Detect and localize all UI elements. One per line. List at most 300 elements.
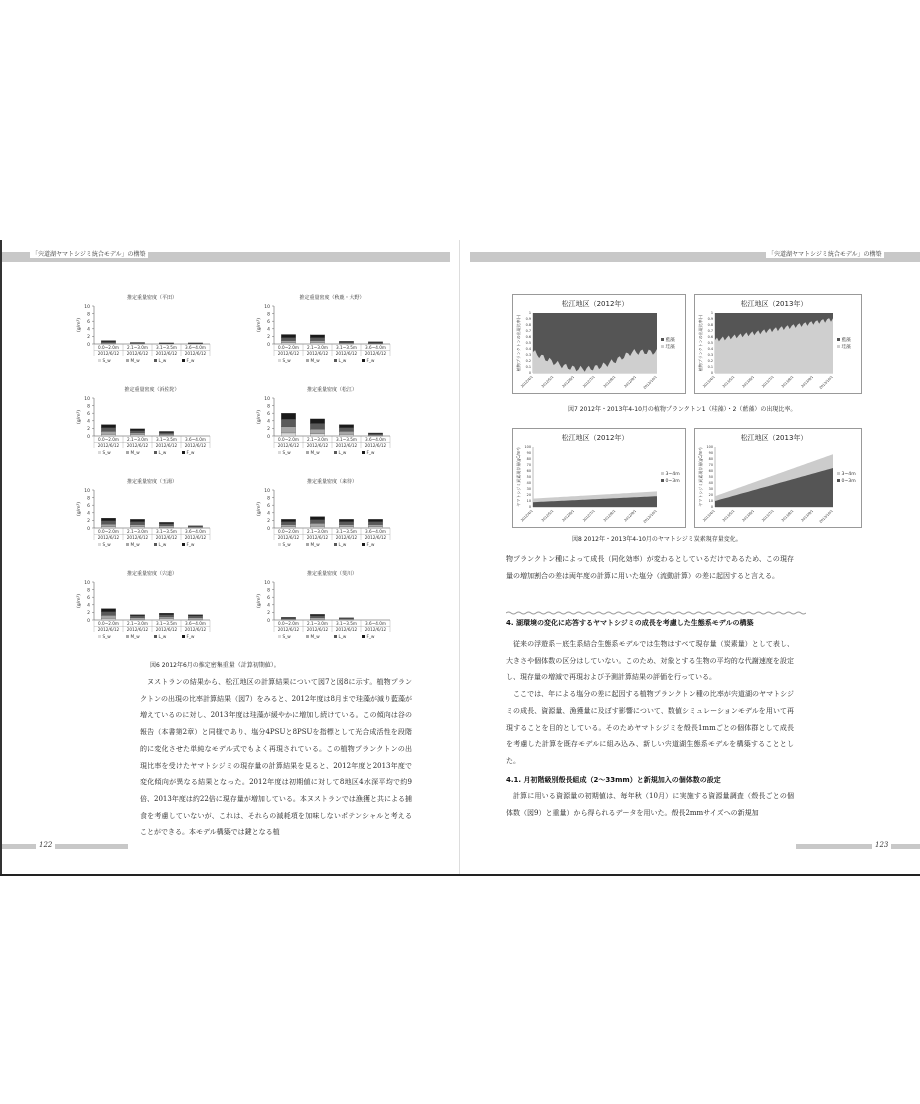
y-tick-label: 0.9 [525,317,531,322]
bar-segment [159,431,174,432]
legend-label: M_w [130,634,140,639]
y-tick-label: 90 [708,451,713,456]
bar-segment [310,517,325,520]
category-label: 2.1~3.0m [307,345,328,350]
section-4-1-body [506,788,794,821]
bar-segment [339,425,354,428]
bar-segment [281,338,296,341]
bar-segment [281,525,296,527]
category-label: 3.1~3.5m [156,529,177,534]
x-tick-label: 2013/10/1 [818,374,834,391]
folio-bar-left [2,844,128,849]
date-label: 2012/6/12 [184,443,207,448]
panel-title: 松江地区（2012年） [561,434,629,442]
bar-segment [159,613,174,615]
left-paragraph: ヌストランの結果から、松江地区の計算結果について図7と図8に示す。植物プランクトンの出現の比率計算結果（図7）をみると、2012年度は8月まで珪藻が減り藍藻が増えているのに対し、2013年度は珪藻が緩やかに増加し続けている。この傾向は谷の報告（本書第2章）と同様であり、塩分4PSUと8PSUを指標として光合成活性を段階的に変化させた単純なモデル式でもよく再現されている。この植物プランクトンの出現比率を受けたヤマトシジミの現存量の計算結果を見ると、2012年度と2013年度で変化傾向が異なる結果となった。2012年度は初期値に対して8地区4水深平均で約9倍、2013年度は約22倍に現存量が増加している。本ヌストランでは漁獲と共による捕食を考慮していないが、これは、それらの減耗項を加味しないポテンシャルと考えることができる。本モデル構築では鍵となる植 [140,678,412,837]
chart-title: 推定重量密度（宍道） [126,571,178,577]
y-tick-label: 6 [267,504,270,509]
figure-8-caption: 図8 2012年・2013年4-10月のヤマトシジミ炭素現存量変化。 [572,536,742,543]
x-tick-label: 2012/9/1 [623,374,638,389]
category-label: 0.0~2.0m [278,529,299,534]
date-label: 2012/6/12 [277,627,300,632]
chart-panel [76,294,210,363]
category-label: 3.1~3.5m [156,621,177,626]
chart-title: 推定重量密度（秋鹿・大野） [299,295,365,301]
y-tick-label: 0.9 [707,317,713,322]
section-4-body [506,636,794,770]
figure-7-panel-2013 [694,294,862,394]
legend-label: F_w [366,542,375,547]
y-axis-label: (g/m²) [77,501,82,517]
bar-segment [310,341,325,343]
date-label: 2012/6/12 [335,627,358,632]
y-axis-label: 植物プランクトンの出現比率(-) [516,314,521,372]
y-tick-label: 8 [87,588,90,594]
bar-segment [310,614,325,616]
date-label: 2012/6/12 [364,443,387,448]
legend-swatch [278,451,281,454]
folio-left: 122 [36,841,55,849]
date-label: 2012/6/12 [335,351,358,356]
y-axis-label: (g/m²) [257,317,262,333]
legend-swatch [837,479,840,482]
y-tick-label: 30 [708,487,713,492]
bar-segment [368,522,383,525]
category-label: 0.0~2.0m [98,437,119,442]
legend-label: L_w [158,450,167,455]
right-intro-text [506,551,794,584]
legend-swatch [182,359,185,362]
x-tick-label: 2013/10/1 [818,508,834,525]
bar-segment [130,519,145,521]
legend-label: F_w [186,358,195,363]
legend-label: 3~4m [841,472,856,477]
bar-segment [339,527,354,528]
bar-segment [101,343,116,344]
y-axis-label: (g/m²) [257,501,262,517]
y-tick-label: 0 [87,342,90,348]
bar-segment [368,527,383,528]
bar-segment [339,619,354,620]
bar-segment [339,428,354,432]
y-tick-label: 0.5 [525,341,531,346]
figure-7-chart-2012 [513,295,687,395]
legend-swatch [154,543,157,546]
legend-label: L_w [338,358,347,363]
legend-label: S_w [282,358,291,363]
y-tick-label: 70 [708,463,713,468]
bar-segment [368,435,383,436]
legend-label: F_w [186,450,195,455]
figure-7-chart-2013 [695,295,863,395]
legend-label: M_w [310,542,320,547]
bar-segment [159,524,174,526]
x-tick-label: 2012/5/1 [540,374,555,389]
x-tick-label: 2012/10/1 [642,374,658,391]
y-tick-label: 0 [267,618,270,624]
y-tick-label: 10 [708,499,713,504]
y-tick-label: 2 [267,611,270,617]
y-tick-label: 0.4 [707,347,713,352]
date-label: 2012/6/12 [155,351,178,356]
legend-swatch [661,338,664,341]
chart-panel [76,386,210,455]
legend-swatch [278,635,281,638]
legend-label: 珪藻 [665,345,675,350]
chart-title: 推定重量密度（斐川） [306,571,358,577]
category-label: 3.6~4.0m [365,345,386,350]
y-tick-label: 2 [267,335,270,341]
y-tick-label: 0 [267,434,270,440]
y-axis-label: (g/m²) [77,593,82,609]
y-tick-label: 0 [528,371,531,376]
y-tick-label: 2 [267,427,270,433]
bar-segment [159,619,174,620]
bar-segment [281,619,296,620]
x-tick-label: 2012/6/1 [561,508,576,523]
legend-label: F_w [366,634,375,639]
bar-segment [339,522,354,525]
y-tick-label: 100 [706,445,713,450]
bar-segment [281,413,296,419]
y-tick-label: 0.7 [525,329,531,334]
legend-swatch [98,543,101,546]
bar-segment [159,522,174,524]
y-tick-label: 8 [87,404,90,410]
legend-label: M_w [130,542,140,547]
legend-swatch [334,635,337,638]
legend-swatch [126,543,129,546]
legend-label: S_w [102,450,111,455]
y-tick-label: 0 [87,618,90,624]
y-tick-label: 70 [526,463,531,468]
figure-7-panel-2012 [512,294,686,394]
chart-panel [256,294,390,363]
y-tick-label: 2 [87,335,90,341]
legend-swatch [278,543,281,546]
y-tick-label: 1 [528,311,531,316]
chart-title: 推定重量密度（平田） [126,295,178,301]
bar-segment [130,435,145,436]
y-tick-label: 0 [267,526,270,532]
legend-swatch [334,359,337,362]
legend-swatch [661,345,664,348]
legend-label: S_w [282,634,291,639]
bar-segment [159,526,174,528]
bar-segment [101,609,116,612]
bottom-rule [0,874,920,876]
x-tick-label: 2012/10/1 [642,508,658,525]
category-label: 3.6~4.0m [185,621,206,626]
y-tick-label: 6 [87,412,90,417]
legend-swatch [362,359,365,362]
y-tick-label: 4 [87,419,90,425]
bar-segment [310,338,325,341]
legend-swatch [362,635,365,638]
bar-segment [188,619,203,620]
bar-segment [101,521,116,524]
y-tick-label: 0.8 [707,323,713,328]
bar-segment [130,522,145,525]
legend-label: F_w [366,358,375,363]
bar-segment [368,519,383,521]
bar-segment [101,524,116,527]
y-tick-label: 6 [267,596,270,601]
date-label: 2012/6/12 [97,535,120,540]
y-tick-label: 6 [267,320,270,325]
bar-segment [101,434,116,436]
legend-swatch [306,635,309,638]
y-tick-label: 4 [267,327,270,333]
category-label: 2.1~3.0m [307,621,328,626]
folio-right: 123 [872,841,891,849]
legend-label: S_w [282,542,291,547]
bar-segment [159,617,174,619]
bar-segment [281,343,296,344]
figure-6-caption: 図6 2012年6月の推定密集重量（計算初期値）。 [150,662,280,669]
bar-segment [339,431,354,434]
y-tick-label: 10 [84,396,90,402]
legend-swatch [661,479,664,482]
bar-segment [339,434,354,436]
date-label: 2012/6/12 [335,535,358,540]
legend-label: M_w [310,634,320,639]
y-tick-label: 0.3 [707,353,713,358]
y-tick-label: 8 [87,496,90,502]
bar-segment [281,519,296,521]
x-tick-label: 2013/4/1 [702,508,716,523]
legend-label: F_w [366,450,375,455]
y-tick-label: 0.8 [525,323,531,328]
y-axis-label: ヤマトシジミ炭素現存量(gC/m²) [698,447,703,507]
bar-segment [130,525,145,527]
date-label: 2012/6/12 [155,627,178,632]
bar-segment [281,527,296,528]
legend-swatch [98,359,101,362]
y-tick-label: 6 [87,320,90,325]
y-tick-label: 0 [710,505,713,510]
y-tick-label: 40 [526,481,531,486]
y-tick-label: 8 [267,496,270,502]
legend-label: 珪藻 [841,345,851,350]
bar-segment [339,343,354,344]
y-tick-label: 10 [84,580,90,586]
y-tick-label: 4 [267,419,270,425]
bar-segment [310,434,325,436]
bar-segment [310,616,325,618]
figure-8-panel-2012 [512,428,686,528]
legend-label: L_w [158,634,167,639]
bar-segment [281,427,296,433]
bar-segment [281,618,296,619]
category-label: 3.6~4.0m [185,529,206,534]
bar-segment [188,526,203,527]
y-tick-label: 4 [87,327,90,333]
bar-segment [130,429,145,431]
bar-segment [101,341,116,342]
date-label: 2012/6/12 [306,443,329,448]
legend-swatch [154,635,157,638]
chart-title: 推定重量密度（浜佐陀） [124,387,180,393]
y-axis-label: (g/m²) [257,409,262,425]
y-axis-label: 植物プランクトンの出現比率(-) [698,314,703,372]
category-label: 0.0~2.0m [278,437,299,442]
legend-swatch [182,543,185,546]
y-tick-label: 10 [264,396,270,402]
figure-8-panel-2013 [694,428,862,528]
bar-segment [310,523,325,526]
y-axis-label: ヤマトシジミ炭素現存量(gC/m²) [516,447,521,507]
date-label: 2012/6/12 [277,351,300,356]
y-tick-label: 100 [524,445,531,450]
date-label: 2012/6/12 [97,351,120,356]
date-label: 2012/6/12 [184,351,207,356]
y-tick-label: 10 [526,499,531,504]
date-label: 2012/6/12 [126,351,149,356]
x-tick-label: 2012/6/1 [561,374,576,389]
bar-segment [310,526,325,528]
bar-segment [310,619,325,620]
bar-segment [310,520,325,524]
bar-segment [101,612,116,616]
y-tick-label: 0.1 [707,365,713,370]
x-tick-label: 2013/9/1 [800,508,815,523]
y-tick-label: 50 [708,475,713,480]
date-label: 2012/6/12 [126,535,149,540]
figure-6 [50,292,410,668]
date-label: 2012/6/12 [126,627,149,632]
chart-panel [256,478,390,547]
panel-title: 松江地区（2012年） [561,300,629,308]
category-label: 2.1~3.0m [127,529,148,534]
legend-label: 0~3m [665,479,680,484]
category-label: 3.6~4.0m [185,437,206,442]
bar-segment [159,434,174,435]
category-label: 3.6~4.0m [365,621,386,626]
legend-label: M_w [310,358,320,363]
bar-segment [281,419,296,427]
date-label: 2012/6/12 [277,443,300,448]
legend-swatch [362,543,365,546]
y-axis-label: (g/m²) [257,593,262,609]
y-tick-label: 0.2 [707,359,713,364]
legend-swatch [278,359,281,362]
bar-segment [130,431,145,433]
bar-segment [310,618,325,620]
x-tick-label: 2013/6/1 [741,374,756,389]
y-tick-label: 60 [526,469,531,474]
category-label: 2.1~3.0m [127,345,148,350]
date-label: 2012/6/12 [184,627,207,632]
bar-segment [310,335,325,338]
y-tick-label: 0 [267,342,270,348]
y-tick-label: 0 [710,371,713,376]
legend-swatch [126,451,129,454]
y-tick-label: 80 [526,457,531,462]
legend-swatch [837,345,840,348]
bar-segment [310,419,325,424]
x-tick-label: 2012/8/1 [602,508,617,523]
category-label: 3.6~4.0m [365,437,386,442]
y-tick-label: 80 [708,457,713,462]
legend-label: S_w [282,450,291,455]
bar-segment [188,616,203,618]
bar-segment [101,618,116,620]
bar-segment [101,342,116,343]
x-tick-label: 2013/9/1 [800,374,815,389]
legend-swatch [362,451,365,454]
y-tick-label: 8 [267,404,270,410]
y-tick-label: 0.5 [707,341,713,346]
category-label: 2.1~3.0m [127,621,148,626]
running-head-left: 「宍道湖ヤマトシジミ統合モデル」の構築 [32,251,146,258]
x-tick-label: 2013/6/1 [741,508,756,523]
bar-segment [368,434,383,435]
date-label: 2012/6/12 [97,443,120,448]
left-body-text [140,674,412,841]
category-label: 0.0~2.0m [278,345,299,350]
section-4-paragraph-2: ここでは、年による塩分の差に起因する植物プランクトン種の比率が宍道湖のヤマトシジミの成長、資源量、漁獲量に及ぼす影響について、数値シミュレーションモデルを用いて再現することを目的としている。そのためヤマトシジミを殻長1mmごとの個体群として成長を考慮した計算を既存モデルに組み込み、新しい宍道湖生態系モデルを構築することとした。 [506,690,794,765]
x-tick-label: 2013/5/1 [721,508,736,523]
date-label: 2012/6/12 [306,351,329,356]
bar-segment [281,522,296,525]
bar-segment [130,527,145,528]
date-label: 2012/6/12 [97,627,120,632]
figure-8-chart-2012 [513,429,687,529]
bar-segment [339,525,354,527]
legend-swatch [306,451,309,454]
y-tick-label: 10 [264,488,270,494]
legend-label: S_w [102,634,111,639]
right-intro-paragraph: 物プランクトン種によって成長（同化効率）が変わるとしているだけであるため、この現存量の増加割合の差は両年度の計算に用いた塩分（流動計算）の差に起因すると言える。 [506,555,794,580]
bar-segment [159,527,174,528]
y-tick-label: 0.7 [707,329,713,334]
legend-swatch [98,635,101,638]
bar-segment [101,431,116,434]
x-tick-label: 2012/4/1 [520,508,534,523]
y-tick-label: 8 [87,312,90,318]
legend-label: 藍藻 [841,338,851,343]
legend-label: L_w [338,634,347,639]
y-axis-label: (g/m²) [77,409,82,425]
y-tick-label: 0.3 [525,353,531,358]
bar-segment [101,425,116,428]
category-label: 3.1~3.5m [156,437,177,442]
y-tick-label: 10 [264,304,270,310]
x-tick-label: 2013/5/1 [721,374,736,389]
legend-swatch [182,451,185,454]
legend-label: F_w [186,542,195,547]
running-head-right: 「宍道湖ヤマトシジミ統合モデル」の構築 [768,251,882,258]
figure-6-charts [50,292,410,668]
y-tick-label: 2 [87,519,90,525]
bar-segment [130,618,145,620]
category-label: 3.1~3.5m [336,437,357,442]
bar-segment [368,433,383,434]
x-tick-label: 2012/9/1 [623,508,638,523]
chart-title: 推定重量密度（玉湯） [126,479,178,485]
bar-segment [368,342,383,343]
bar-segment [130,616,145,618]
y-tick-label: 6 [87,596,90,601]
y-tick-label: 10 [84,488,90,494]
x-tick-label: 2013/4/1 [702,374,716,389]
bar-segment [281,433,296,436]
category-label: 0.0~2.0m [98,621,119,626]
bar-segment [281,617,296,618]
y-tick-label: 4 [87,511,90,517]
x-tick-label: 2013/7/1 [761,374,775,389]
